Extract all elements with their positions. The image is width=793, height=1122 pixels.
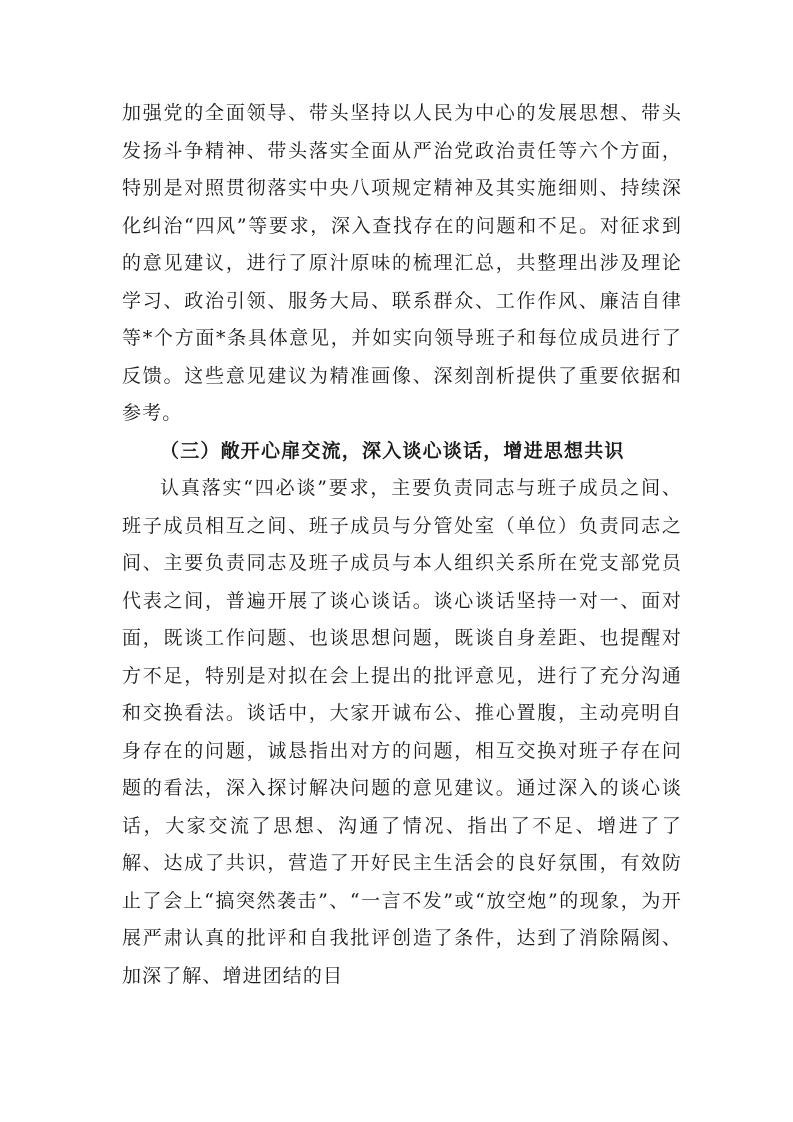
body-paragraph-talks: 认真落实“四必谈”要求，主要负责同志与班子成员之间、班子成员相互之间、班子成员与分管处室（单位）负责同志之间、主要负责同志及班子成员与本人组织关系所在党支部党员代表之间，普遍开展了谈心谈话。谈心谈话坚持一对一、面对面，既谈工作问题、也谈思想问题，既谈自身差距、也提醒对方不足，特别是对拟在会上提出的批评意见，进行了充分沟通和交换看法。谈话中，大家开诚布公、推心置腹，主动亮明自身存在的问题，诚恳指出对方的问题，相互交换对班子存在问题的看法，深入探讨解决问题的意见建议。通过深入的谈心谈话，大家交流了思想、沟通了情况、指出了不足、增进了了解、达成了共识，营造了开好民主生活会的良好氛围，有效防止了会上“搞突然袭击”、“一言不发”或“放空炮”的现象，为开展严肃认真的批评和自我批评创造了条件，达到了消除隔阂、加深了解、增进团结的目	[122, 477, 682, 987]
section-heading-3: （三）敞开心扉交流，深入谈心谈话，增进思想共识	[160, 439, 625, 462]
document-body	[122, 95, 682, 995]
body-paragraph-continued: 加强党的全面领导、带头坚持以人民为中心的发展思想、带头发扬斗争精神、带头落实全面从严治党政治责任等六个方面，特别是对照贯彻落实中央八项规定精神及其实施细则、持续深化纠治“四风”等要求，深入查找存在的问题和不足。对征求到的意见建议，进行了原汁原味的梳理汇总，共整理出涉及理论学习、政治引领、服务大局、联系群众、工作作风、廉洁自律等*个方面*条具体意见，并如实向领导班子和每位成员进行了反馈。这些意见建议为精准画像、深刻剖析提供了重要依据和参考。	[122, 102, 682, 424]
